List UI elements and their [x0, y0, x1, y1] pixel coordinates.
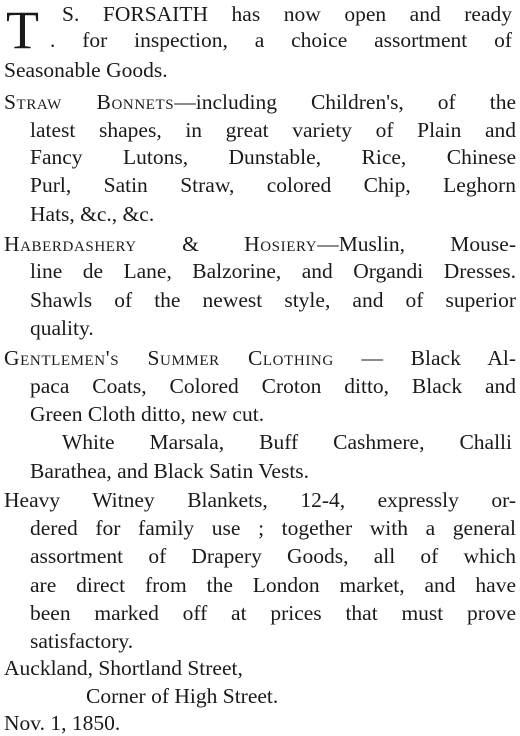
vests-line-1: White Marsala, Buff Cashmere, Challi [62, 430, 512, 454]
haberdashery-heading: Haberdashery [4, 232, 137, 256]
blankets-line-1: Heavy Witney Blankets, 12-4, expressly or- [4, 488, 516, 512]
clothing-text-1: — Black Al- [333, 346, 516, 370]
drop-cap: T [6, 0, 39, 60]
address-line-1: Auckland, Shortland Street, [4, 656, 243, 680]
blankets-line-3: assortment of Drapery Goods, all of which [30, 544, 516, 568]
bonnets-line-1 [4, 90, 516, 114]
bonnets-text-1: —including Children's, of the [174, 90, 516, 114]
clothing-line-1 [4, 346, 516, 370]
blankets-line-4: are direct from the London market, and have [30, 573, 516, 597]
ad-date: Nov. 1, 1850. [4, 711, 121, 735]
bonnets-line-2: latest shapes, in great variety of Plain and [30, 118, 516, 142]
hosiery-line-1 [4, 232, 516, 256]
hosiery-line-4: quality. [30, 316, 94, 340]
hosiery-line-3: Shawls of the newest style, and of superior [30, 288, 516, 312]
hosiery-heading: Hosiery [244, 232, 318, 256]
clothing-line-3: Green Cloth ditto, new cut. [30, 402, 265, 426]
address-line-2: Corner of High Street. [86, 684, 279, 708]
intro-line-2: . for inspection, a choice assortment of [50, 28, 512, 52]
hosiery-line-2: line de Lane, Balzorine, and Organdi Dresses. [30, 259, 516, 283]
hosiery-text-1: —Muslin, Mouse- [317, 232, 516, 256]
clothing-heading: Gentlemen's Summer Clothing [4, 346, 334, 370]
intro-line-3: Seasonable Goods. [4, 58, 168, 82]
vests-line-2: Barathea, and Black Satin Vests. [30, 459, 310, 483]
ampersand: & [136, 232, 245, 256]
bonnets-line-4: Purl, Satin Straw, colored Chip, Leghorn [30, 173, 516, 197]
bonnets-line-3: Fancy Lutons, Dunstable, Rice, Chinese [30, 145, 516, 169]
blankets-line-2: dered for family use ; together with a general [30, 516, 516, 540]
bonnets-line-5: Hats, &c., &c. [30, 202, 155, 226]
blankets-line-5: been marked off at prices that must prove [30, 601, 516, 625]
intro-line-1: S. FORSAITH has now open and ready [62, 2, 512, 26]
clothing-line-2: paca Coats, Colored Croton ditto, Black and [30, 374, 516, 398]
bonnets-heading: Straw Bonnets [4, 90, 175, 114]
blankets-line-6: satisfactory. [30, 629, 134, 653]
